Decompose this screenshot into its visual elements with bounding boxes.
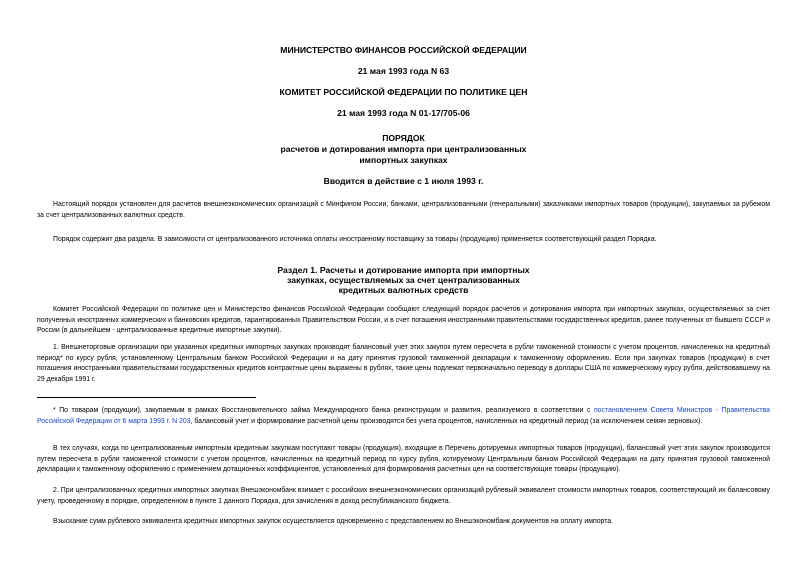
section1-paragraph-1: Комитет Российской Федерации по политике цен и Министерство финансов Российской Федерации сообщают следующий порядок расчетов и дотирования импорта при импортных закупках, осуществляемых за счет полученных иностранных коммерческих и банковских кредитов, гарантированных Правительством России, и в счет погашения иностранными правительствами государственных кредитов, ранее полученных от бывшего СССР и России (в дальнейшем - централизованные кредитные импортные закупки). [37, 306, 770, 335]
section1-heading-line1: Раздел 1. Расчеты и дотирование импорта при импортных [277, 265, 530, 275]
effective-date: Вводится в действие с 1 июля 1993 г. [323, 176, 484, 186]
intro-paragraph-1: Настоящий порядок установлен для расчетов внешнеэкономических организаций с Минфином России, банками, централизованными (генеральными) заказчиками импортных товаров (продукции), закупаемых за рубежом за счет централизованных валютных средств. [37, 201, 770, 219]
document-subtitle-line2: импортных закупках [359, 155, 448, 165]
document-subtitle-line1: расчетов и дотирования импорта при централизованных [280, 144, 527, 154]
intro-paragraph-2: Порядок содержит два раздела. В зависимости от централизованного источника оплаты иностранному поставщику за товары (продукцию) применяется соответствующий раздел Порядка. [53, 236, 657, 243]
section1-paragraph-5: Взыскание сумм рублевого эквивалента кредитных импортных закупок осуществляется одновременно с представлением во Внешэкономбанк документов на оплату импорта. [53, 518, 614, 525]
footnote [37, 406, 770, 427]
section1-paragraph-4: 2. При централизованных кредитных импортных закупках Внешэкономбанк взимает с российских внешнеэкономических организаций рублевый эквивалент стоимости импортных товаров, соответствующий их балансовому учету, проведенному в порядке, определенном в пункте 1 данного Порядка, для зачисления в доход республиканского бюджета. [37, 487, 770, 505]
ministry-heading: МИНИСТЕРСТВО ФИНАНСОВ РОССИЙСКОЙ ФЕДЕРАЦИИ [280, 45, 527, 55]
committee-heading: КОМИТЕТ РОССИЙСКОЙ ФЕДЕРАЦИИ ПО ПОЛИТИКЕ ЦЕН [279, 87, 528, 97]
committee-date: 21 мая 1993 года N 01-17/705-06 [337, 108, 470, 118]
ministry-date: 21 мая 1993 года N 63 [357, 66, 450, 76]
government-decree-link[interactable]: постановлением Совета Министров - Правительства Российской Федерации от 6 марта 1993 г. N 203 [37, 407, 770, 425]
section1-paragraph-2: 1. Внешнеторговые организации при указанных кредитных импортных закупках производят балансовый учет этих закупок путем пересчета в рубли таможенной стоимости с учетом процентов, начисленных на кредитный период* по курсу рубля, установленному Центральным банком Российской Федерации и на дату принятия грузовой таможенной декларации к таможенному оформлению. Если при закупках товаров (продукции) в счет погашения иностранными правительствами государственных кредитов контрактные цены выражены в рублях, такие цены подлежат первоначально переводу в доллары США по коммерческому курсу рубля, действовавшему на 29 декабря 1991 г. [37, 344, 770, 384]
section1-heading-line3: кредитных валютных средств [338, 285, 469, 295]
footnote-divider [37, 397, 256, 398]
footnote-text-after: , балансовый учет и формирование расчетной цены производятся без учета процентов, начисленных на кредитный период (за исключением семян зерновых). [190, 417, 703, 425]
section1-paragraph-3: В тех случаях, когда по централизованным импортным кредитным закупкам поступают товары (продукция), входящие в Перечень дотируемых импортных товаров (продукции), балансовый учет этих закупок производится путем пересчета в рубли таможенной стоимости с учетом процентов, начисленных на кредитный период по курсу рубля, котируемому Центральным банком Российской Федерации на дату принятия грузовой таможенной декларации к таможенному оформлению с применением дотационных коэффициентов, установленных для формирования расчетных цен на соответствующие товары (продукцию). [37, 445, 770, 474]
document-title: ПОРЯДОК [382, 133, 425, 143]
section1-heading-line2: закупках, осуществляемых за счет централизованных [287, 275, 520, 285]
footnote-text-before: * По товарам (продукции), закупаемым в рамках Восстановительного займа Международного банка реконструкции и развития, реализуемого в соответствии с [53, 407, 594, 414]
